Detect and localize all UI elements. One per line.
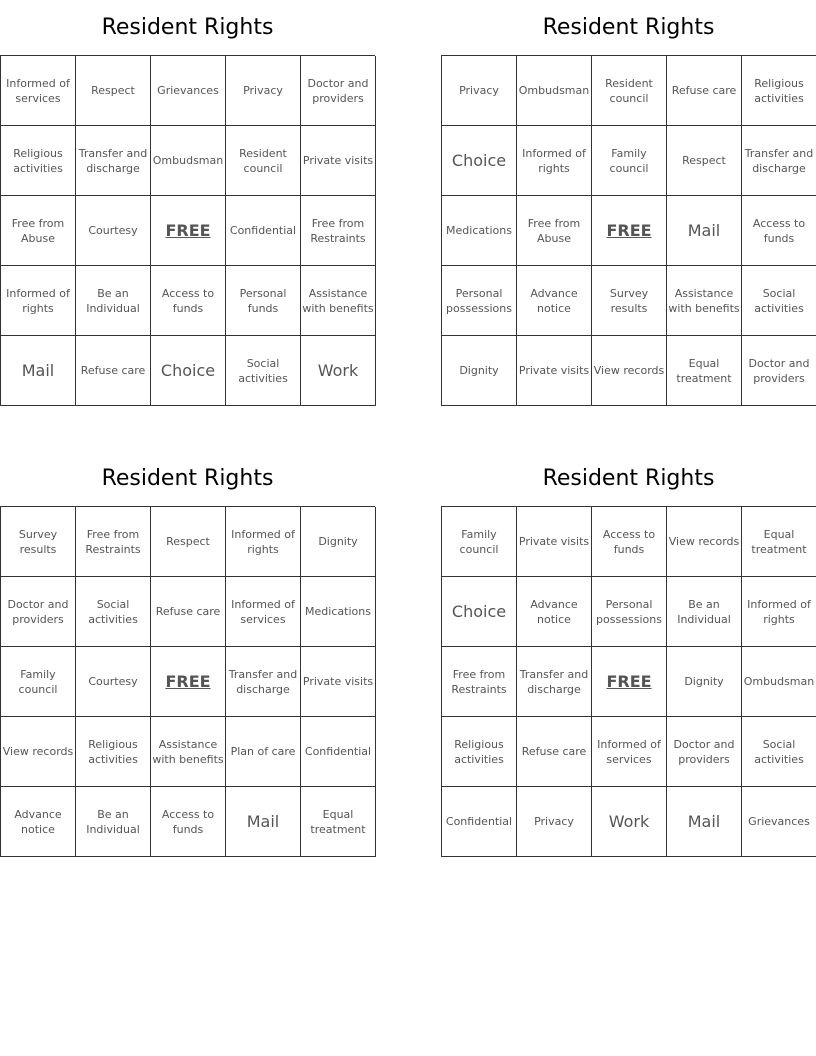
bingo-cell: Be an Individual xyxy=(76,266,151,336)
bingo-cell: Private visits xyxy=(301,126,376,196)
bingo-card-4 xyxy=(441,451,816,857)
bingo-cell: Access to funds xyxy=(151,266,226,336)
bingo-cell: Choice xyxy=(442,577,517,647)
bingo-cell: View records xyxy=(667,507,742,577)
bingo-cell: Choice xyxy=(442,126,517,196)
bingo-cell: Informed of services xyxy=(226,577,301,647)
bingo-cell: Be an Individual xyxy=(76,787,151,857)
bingo-cell: Mail xyxy=(667,196,742,266)
bingo-cell: Medications xyxy=(442,196,517,266)
bingo-cell: Social activities xyxy=(742,266,816,336)
bingo-cell: Informed of services xyxy=(1,56,76,126)
bingo-cell: View records xyxy=(1,717,76,787)
bingo-cell: Plan of care xyxy=(226,717,301,787)
bingo-cell: Access to funds xyxy=(151,787,226,857)
bingo-cell: Access to funds xyxy=(742,196,816,266)
bingo-cell: Transfer and discharge xyxy=(76,126,151,196)
bingo-cell: Religious activities xyxy=(442,717,517,787)
bingo-cell: Refuse care xyxy=(517,717,592,787)
bingo-cell: Free from Abuse xyxy=(517,196,592,266)
bingo-cell: Grievances xyxy=(151,56,226,126)
bingo-cell: Mail xyxy=(1,336,76,406)
bingo-cell: Respect xyxy=(667,126,742,196)
bingo-cell: Advance notice xyxy=(1,787,76,857)
card-title: Resident Rights xyxy=(542,466,715,491)
bingo-card-1 xyxy=(0,0,375,406)
bingo-cell: Religious activities xyxy=(1,126,76,196)
bingo-cell: Personal possessions xyxy=(592,577,667,647)
bingo-cell: Survey results xyxy=(592,266,667,336)
bingo-cell: Informed of rights xyxy=(517,126,592,196)
bingo-cell: Refuse care xyxy=(667,56,742,126)
card-title: Resident Rights xyxy=(542,15,715,40)
bingo-cell: Doctor and providers xyxy=(1,577,76,647)
bingo-cell: Courtesy xyxy=(76,647,151,717)
bingo-cell: Social activities xyxy=(76,577,151,647)
bingo-cell: Dignity xyxy=(667,647,742,717)
bingo-cell: Equal treatment xyxy=(667,336,742,406)
bingo-grid xyxy=(441,55,816,406)
bingo-cell: Refuse care xyxy=(151,577,226,647)
bingo-card-3 xyxy=(0,451,375,857)
bingo-cell: Transfer and discharge xyxy=(742,126,816,196)
bingo-cell: Confidential xyxy=(442,787,517,857)
bingo-cell: Advance notice xyxy=(517,266,592,336)
bingo-cell: Private visits xyxy=(301,647,376,717)
bingo-cell: Family council xyxy=(442,507,517,577)
bingo-cell: Informed of services xyxy=(592,717,667,787)
bingo-cell: Be an Individual xyxy=(667,577,742,647)
bingo-cell: Religious activities xyxy=(76,717,151,787)
bingo-cell: Personal possessions xyxy=(442,266,517,336)
free-space-cell: FREE xyxy=(151,196,226,266)
bingo-cell: Social activities xyxy=(226,336,301,406)
bingo-cell: Equal treatment xyxy=(301,787,376,857)
bingo-cell: Transfer and discharge xyxy=(226,647,301,717)
bingo-cell: Equal treatment xyxy=(742,507,816,577)
bingo-cell: Doctor and providers xyxy=(667,717,742,787)
bingo-cell: Mail xyxy=(667,787,742,857)
bingo-cell: Work xyxy=(592,787,667,857)
free-space-cell: FREE xyxy=(592,196,667,266)
bingo-cell: Free from Restraints xyxy=(442,647,517,717)
bingo-cell: Respect xyxy=(151,507,226,577)
bingo-cell: Informed of rights xyxy=(1,266,76,336)
bingo-cell: Grievances xyxy=(742,787,816,857)
bingo-cell: Assistance with benefits xyxy=(151,717,226,787)
bingo-cell: Social activities xyxy=(742,717,816,787)
bingo-cell: Access to funds xyxy=(592,507,667,577)
bingo-grid xyxy=(441,506,816,857)
bingo-cell: Refuse care xyxy=(76,336,151,406)
bingo-cell: Privacy xyxy=(226,56,301,126)
card-title: Resident Rights xyxy=(101,466,274,491)
bingo-grid xyxy=(0,55,375,406)
bingo-cell: Privacy xyxy=(442,56,517,126)
bingo-cell: Free from Restraints xyxy=(301,196,376,266)
bingo-cell: Mail xyxy=(226,787,301,857)
card-title: Resident Rights xyxy=(101,15,274,40)
bingo-cell: Survey results xyxy=(1,507,76,577)
bingo-cell: Assistance with benefits xyxy=(301,266,376,336)
bingo-cell: Assistance with benefits xyxy=(667,266,742,336)
bingo-cell: Ombudsman xyxy=(517,56,592,126)
bingo-cell: Family council xyxy=(1,647,76,717)
bingo-cell: Courtesy xyxy=(76,196,151,266)
bingo-cell: Free from Abuse xyxy=(1,196,76,266)
bingo-cell: Religious activities xyxy=(742,56,816,126)
free-space-cell: FREE xyxy=(151,647,226,717)
bingo-cell: Family council xyxy=(592,126,667,196)
bingo-cell: Doctor and providers xyxy=(301,56,376,126)
bingo-cell: Ombudsman xyxy=(151,126,226,196)
bingo-cell: Dignity xyxy=(442,336,517,406)
bingo-cell: Free from Restraints xyxy=(76,507,151,577)
bingo-cell: Ombudsman xyxy=(742,647,816,717)
bingo-cell: Informed of rights xyxy=(742,577,816,647)
free-space-cell: FREE xyxy=(592,647,667,717)
bingo-cell: Advance notice xyxy=(517,577,592,647)
bingo-cell: Choice xyxy=(151,336,226,406)
bingo-grid xyxy=(0,506,375,857)
bingo-cell: View records xyxy=(592,336,667,406)
bingo-cell: Transfer and discharge xyxy=(517,647,592,717)
bingo-cell: Informed of rights xyxy=(226,507,301,577)
bingo-cell: Dignity xyxy=(301,507,376,577)
bingo-cell: Private visits xyxy=(517,336,592,406)
bingo-cell: Resident council xyxy=(592,56,667,126)
bingo-cell: Private visits xyxy=(517,507,592,577)
bingo-cell: Work xyxy=(301,336,376,406)
bingo-cell: Respect xyxy=(76,56,151,126)
bingo-cell: Doctor and providers xyxy=(742,336,816,406)
bingo-cell: Privacy xyxy=(517,787,592,857)
bingo-cell: Confidential xyxy=(226,196,301,266)
bingo-cell: Confidential xyxy=(301,717,376,787)
bingo-card-2 xyxy=(441,0,816,406)
bingo-cell: Medications xyxy=(301,577,376,647)
bingo-cell: Resident council xyxy=(226,126,301,196)
bingo-cell: Personal funds xyxy=(226,266,301,336)
